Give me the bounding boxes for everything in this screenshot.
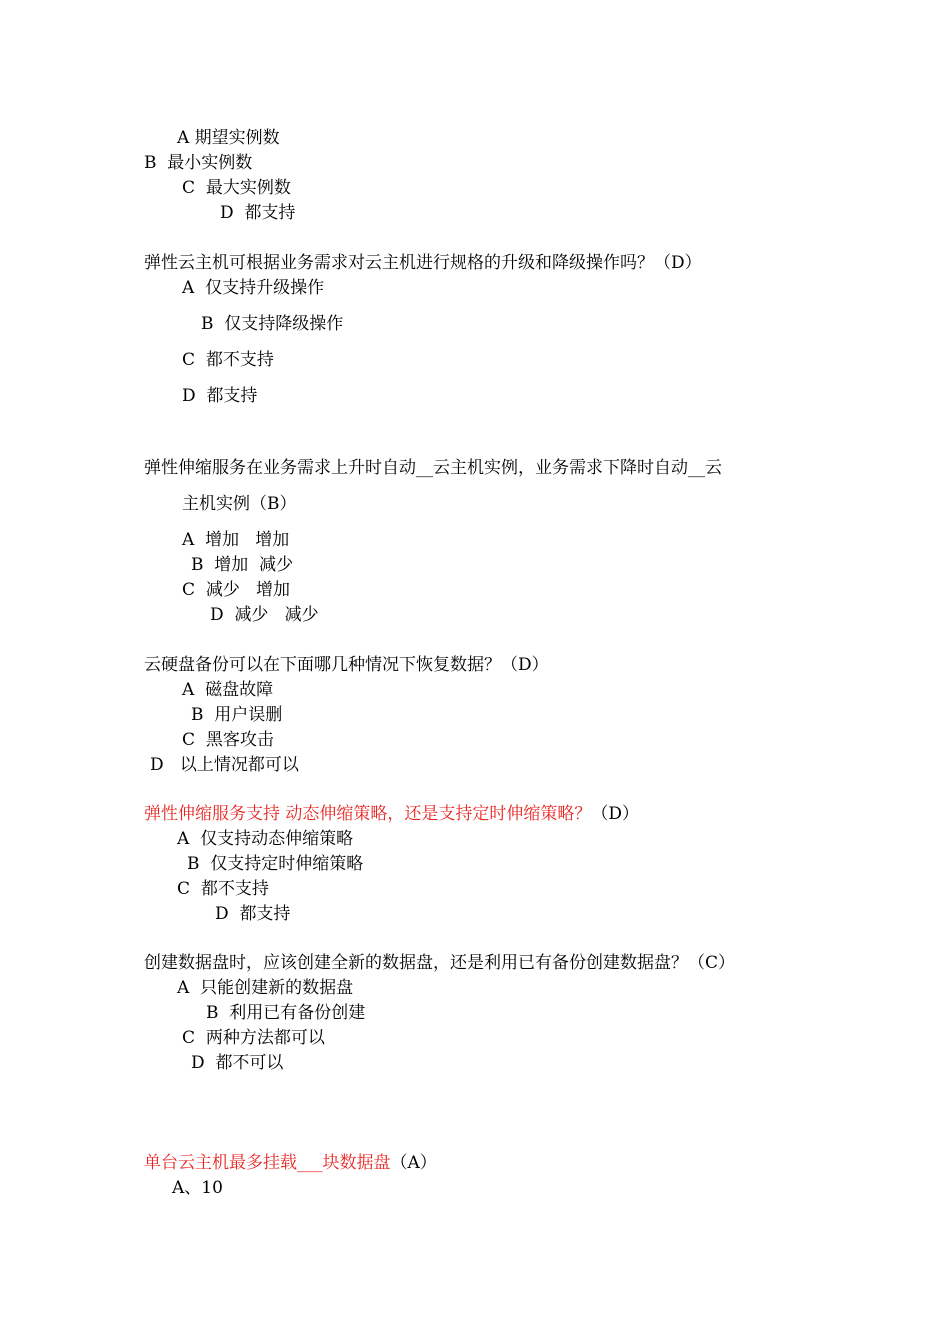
option-a: A 磁盘故障 xyxy=(182,680,274,700)
option-c: C 都不支持 xyxy=(177,879,269,899)
option-a: A、10 xyxy=(172,1178,223,1198)
option-a: A 仅支持动态伸缩策略 xyxy=(177,829,354,849)
option-c: C 都不支持 xyxy=(182,350,274,370)
question-text: 弹性伸缩服务支持 动态伸缩策略，还是支持定时伸缩策略？ xyxy=(144,804,592,824)
option-a: A 增加 增加 xyxy=(182,530,290,550)
option-d: D 都支持 xyxy=(182,386,258,406)
option-d: D 以上情况都可以 xyxy=(150,755,299,775)
option-a: A 期望实例数 xyxy=(177,128,280,148)
option-b: B 仅支持定时伸缩策略 xyxy=(187,854,364,874)
option-b: B 用户误删 xyxy=(191,705,283,725)
question-text: 单台云主机最多挂载___块数据盘 xyxy=(144,1153,391,1173)
answer: （D） xyxy=(591,804,640,824)
question-text: 弹性伸缩服务在业务需求上升时自动__云主机实例，业务需求下降时自动__云 xyxy=(144,458,722,478)
option-d: D 减少 减少 xyxy=(210,605,319,625)
option-b: B 增加 减少 xyxy=(191,555,294,575)
option-c: C 最大实例数 xyxy=(182,178,291,198)
question-text-continued: 主机实例（B） xyxy=(182,494,297,514)
question-line xyxy=(144,804,639,824)
question-text: 创建数据盘时，应该创建全新的数据盘，还是利用已有备份创建数据盘？（C） xyxy=(144,953,736,973)
question-line xyxy=(144,1153,437,1173)
option-d: D 都支持 xyxy=(220,203,296,223)
option-c: C 两种方法都可以 xyxy=(182,1028,325,1048)
option-a: A 仅支持升级操作 xyxy=(182,278,325,298)
question-text: 云硬盘备份可以在下面哪几种情况下恢复数据？（D） xyxy=(144,655,549,675)
question-text: 弹性云主机可根据业务需求对云主机进行规格的升级和降级操作吗？（D） xyxy=(144,253,702,273)
answer: （A） xyxy=(390,1153,437,1173)
option-b: B 利用已有备份创建 xyxy=(206,1003,366,1023)
option-d: D 都支持 xyxy=(215,904,291,924)
option-b: B 仅支持降级操作 xyxy=(201,314,344,334)
option-c: C 减少 增加 xyxy=(182,580,291,600)
option-b: B 最小实例数 xyxy=(144,153,253,173)
option-a: A 只能创建新的数据盘 xyxy=(177,978,354,998)
option-c: C 黑客攻击 xyxy=(182,730,274,750)
option-d: D 都不可以 xyxy=(191,1053,284,1073)
